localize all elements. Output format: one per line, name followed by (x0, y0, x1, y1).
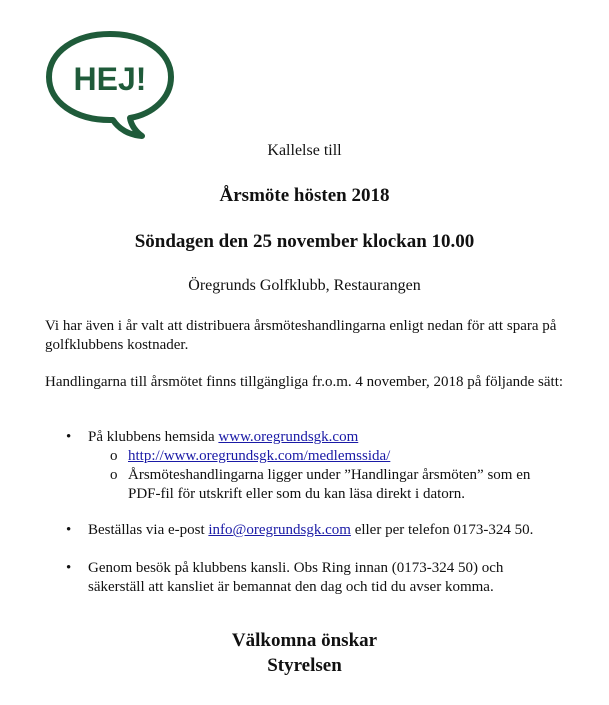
list-item-website (88, 428, 358, 447)
list-item-visit-line1: Genom besök på klubbens kansli. Obs Ring innan (0173-324 50) och (88, 560, 504, 576)
list-item-text: Beställas via e-post (88, 522, 205, 538)
bullet-marker: • (66, 522, 72, 538)
intro-line: Kallelse till (267, 142, 342, 159)
list-item-email (88, 521, 533, 540)
email-link[interactable]: info@oregrundsgk.com (208, 522, 351, 538)
sub-item-documents-line2: PDF-fil för utskrift eller som du kan läsa direkt i datorn. (128, 486, 466, 502)
meeting-title: Årsmöte hösten 2018 (219, 185, 390, 206)
list-item-text: eller per telefon 0173-324 50. (354, 522, 534, 538)
bullet-marker: • (66, 429, 72, 445)
members-page-link[interactable]: http://www.oregrundsgk.com/medlemssida/ (128, 448, 391, 464)
paragraph-distribution: Vi har även i år valt att distribuera årsmöteshandlingarna enligt nedan för att spara på golfklubbens kostnader. (45, 318, 557, 353)
hej-speech-bubble-logo (44, 28, 176, 140)
logo-text: HEJ! (73, 61, 147, 97)
meeting-venue: Öregrunds Golfklubb, Restaurangen (188, 277, 421, 294)
list-item-text: På klubbens hemsida (88, 429, 215, 445)
website-link[interactable]: www.oregrundsgk.com (218, 429, 359, 445)
meeting-date: Söndagen den 25 november klockan 10.00 (134, 231, 475, 252)
sub-item-members-page (128, 447, 390, 466)
sub-bullet-marker: o (110, 448, 118, 464)
paragraph-availability: Handlingarna till årsmötet finns tillgängliga fr.o.m. 4 november, 2018 på följande sätt: (45, 374, 564, 390)
closing-greeting: Välkomna önskar (231, 630, 378, 651)
closing-signature: Styrelsen (267, 655, 342, 676)
list-item-visit-line2: säkerställ att kansliet är bemannat den dag och tid du avser komma. (88, 579, 494, 595)
sub-item-documents-line1: Årsmöteshandlingarna ligger under ”Handlingar årsmöten” som en (128, 467, 531, 483)
bullet-marker: • (66, 560, 72, 576)
sub-bullet-marker: o (110, 467, 118, 483)
